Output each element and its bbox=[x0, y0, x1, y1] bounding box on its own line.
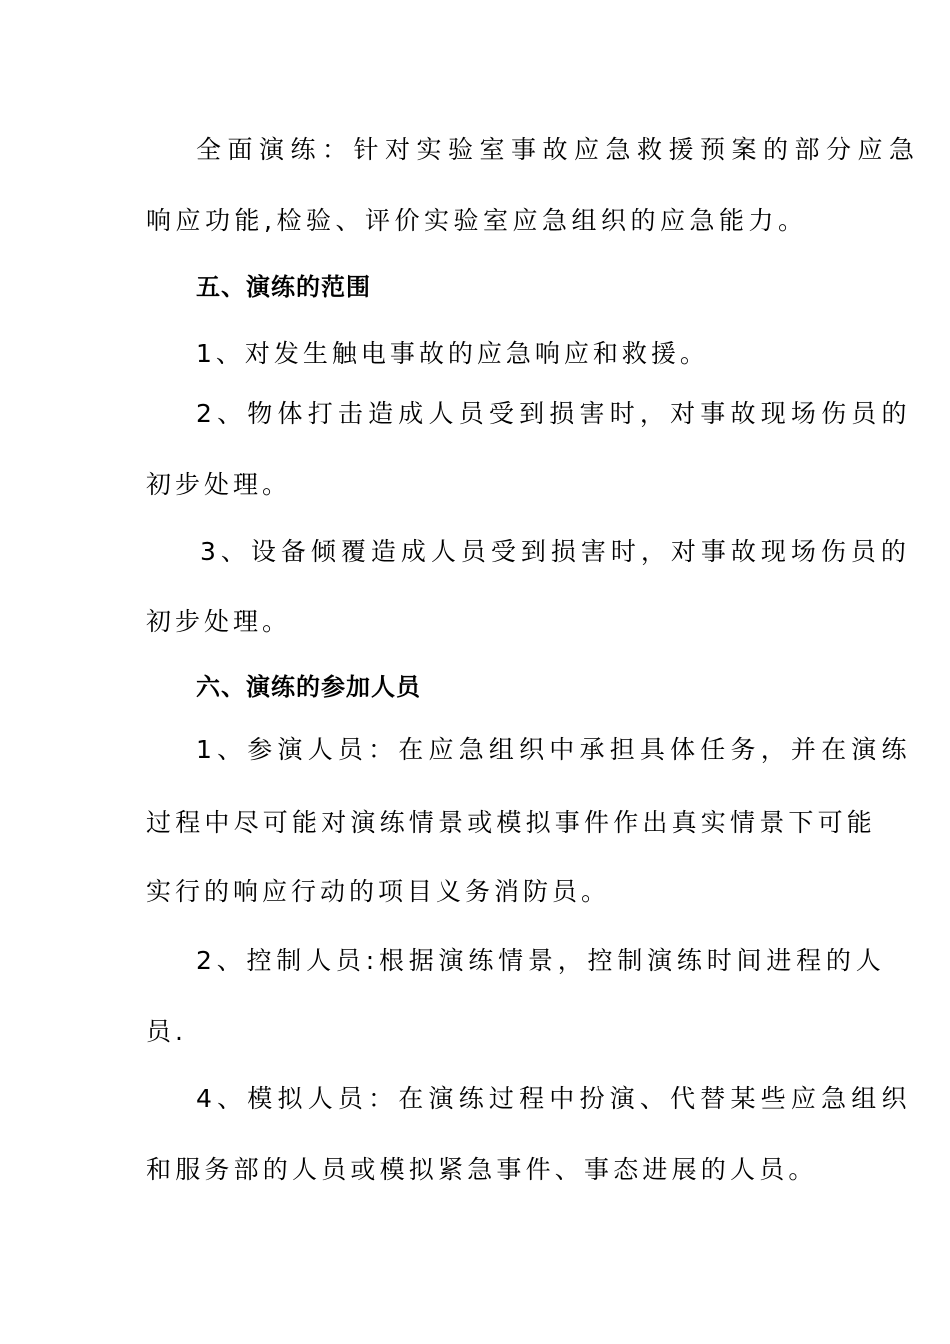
section-heading: 六、演练的参加人员 bbox=[196, 673, 421, 701]
list-item: 2、控制人员:根据演练情景，控制演练时间进程的人 bbox=[196, 946, 886, 975]
list-item-continuation: 初步处理。 bbox=[146, 470, 292, 499]
list-item: 1、参演人员：在应急组织中承担具体任务，并在演练 bbox=[196, 735, 912, 764]
list-item-continuation: 和服务部的人员或模拟紧急事件、事态进展的人员。 bbox=[146, 1155, 818, 1184]
paragraph-line: 全面演练：针对实验室事故应急救援预案的部分应急 bbox=[196, 135, 921, 164]
section-heading: 五、演练的范围 bbox=[196, 273, 371, 301]
list-item: 3、设备倾覆造成人员受到损害时，对事故现场伤员的 bbox=[200, 537, 911, 566]
list-item-continuation: 实行的响应行动的项目义务消防员。 bbox=[146, 877, 611, 906]
paragraph-line: 响应功能,检验、评价实验室应急组织的应急能力。 bbox=[146, 206, 808, 235]
list-item-continuation: 过程中尽可能对演练情景或模拟事件作出真实情景下可能 bbox=[146, 808, 877, 837]
list-item: 4、模拟人员：在演练过程中扮演、代替某些应急组织 bbox=[196, 1084, 912, 1113]
list-item-continuation: 员. bbox=[146, 1017, 187, 1046]
list-item-continuation: 初步处理。 bbox=[146, 607, 292, 636]
list-item: 2、物体打击造成人员受到损害时，对事故现场伤员的 bbox=[196, 399, 912, 428]
list-item: 1、对发生触电事故的应急响应和救援。 bbox=[196, 339, 709, 368]
